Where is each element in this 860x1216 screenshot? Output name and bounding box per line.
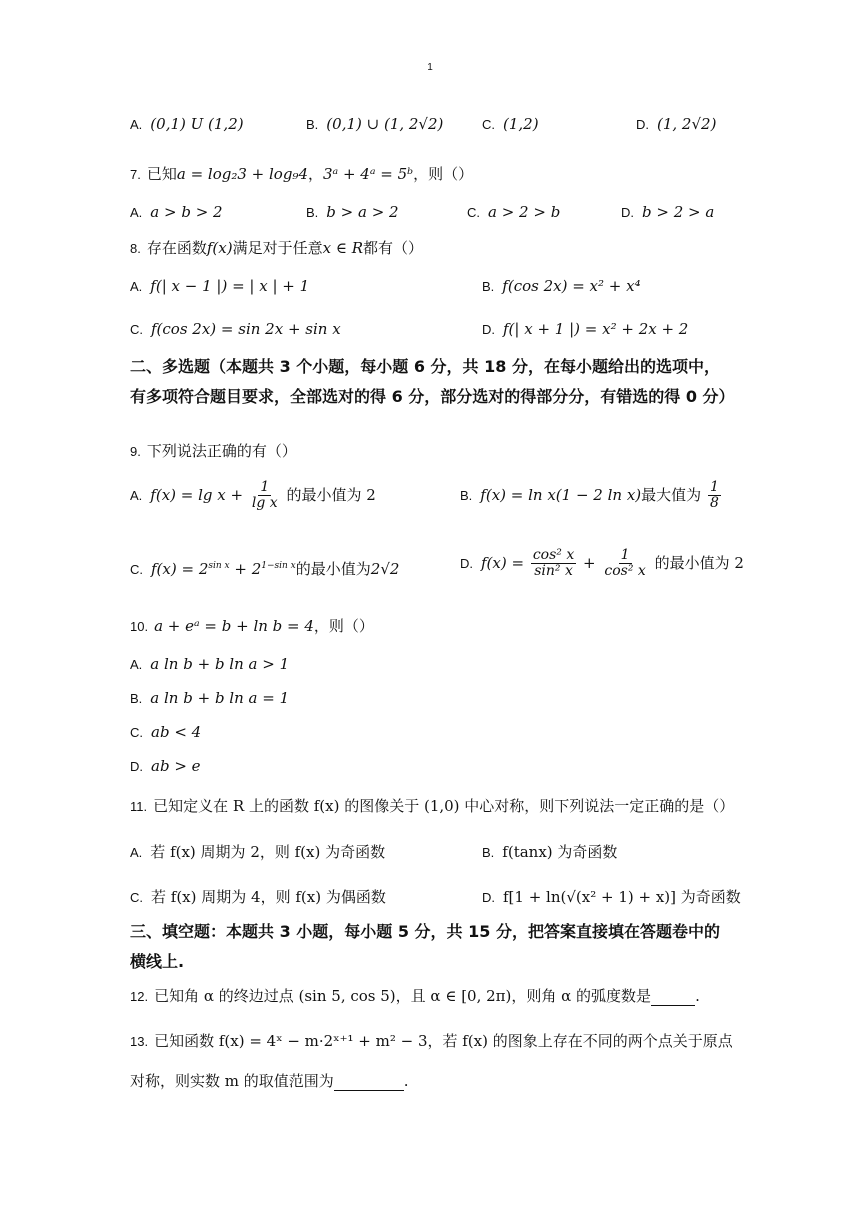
q10-option-b[interactable]: [130, 689, 289, 707]
option-label: B.: [482, 845, 495, 860]
q10-suffix: ，则（）: [313, 617, 374, 635]
q8-xr: x ∈ R: [322, 239, 363, 257]
option-label: D.: [460, 555, 473, 571]
fraction: [602, 548, 647, 580]
q8-option-d[interactable]: [482, 320, 688, 338]
answer-blank[interactable]: [334, 1072, 404, 1091]
option-text: (1,2): [503, 115, 539, 133]
option-text: ab > e: [151, 757, 201, 775]
option-label: B.: [460, 487, 473, 503]
option-text: f[1 + ln(√(x² + 1) + x)] 为奇函数: [503, 888, 741, 906]
q13-stem-continued: [130, 1070, 409, 1091]
option-suffix: 的最小值为 2: [654, 553, 744, 572]
q7-formula-2: 3ᵃ + 4ᵃ = 5ᵇ: [323, 165, 414, 183]
option-text: (0,1) U (1,2): [150, 115, 244, 133]
option-label: D.: [636, 117, 649, 132]
q9-stem: [130, 440, 297, 461]
exponent: 1−sin x: [261, 561, 296, 571]
fraction-denominator: sin² x: [534, 563, 573, 580]
option-label: C.: [130, 725, 143, 740]
option-label: D.: [482, 322, 495, 337]
option-text: 若 f(x) 周期为 4，则 f(x) 为偶函数: [151, 888, 386, 906]
q10-option-c[interactable]: [130, 723, 201, 741]
option-text: f(| x − 1 |) = | x | + 1: [150, 277, 310, 295]
q12-text: 已知角 α 的终边过点 (sin 5, cos 5)，且 α ∈ [0, 2π)，则角 α 的弧度数是: [154, 987, 652, 1005]
option-mid: 最大值为: [641, 485, 702, 504]
option-label: B.: [306, 117, 319, 132]
question-number: 11.: [130, 799, 148, 814]
q11-option-d[interactable]: [482, 886, 741, 907]
option-label: C.: [130, 890, 143, 905]
option-label: A.: [130, 657, 143, 672]
fraction: [531, 548, 576, 580]
option-text: ab < 4: [151, 723, 202, 741]
q11-stem: [130, 795, 734, 816]
option-formula: f(x) =: [481, 553, 525, 572]
option-label: A.: [130, 487, 143, 503]
q10-option-d[interactable]: [130, 757, 201, 775]
fraction-numerator: 1: [260, 479, 270, 495]
q8-option-a[interactable]: [130, 277, 309, 295]
q13-text-2: 对称，则实数 m 的取值范围为: [130, 1072, 334, 1090]
question-number: 12.: [130, 989, 149, 1004]
q12-stem: [130, 985, 700, 1006]
q7-option-c[interactable]: [467, 203, 560, 221]
q7-stem: [130, 163, 473, 184]
q13-stem: [130, 1030, 733, 1051]
option-label: A.: [130, 205, 143, 220]
question-number: 13.: [130, 1034, 149, 1049]
q13-text: 已知函数 f(x) = 4ˣ − m·2ˣ⁺¹ + m² − 3，若 f(x) 的图象上存在不同的两个点关于原点: [154, 1032, 733, 1050]
q7-option-b[interactable]: [306, 203, 399, 221]
option-text: a > b > 2: [150, 203, 223, 221]
question-number: 9.: [130, 444, 141, 459]
question-number: 7.: [130, 167, 141, 182]
q11-option-a[interactable]: [130, 841, 385, 862]
answer-blank[interactable]: [651, 987, 695, 1006]
option-text: a ln b + b ln a > 1: [150, 655, 290, 673]
q8-option-c[interactable]: [130, 320, 341, 338]
q10-option-a[interactable]: [130, 655, 289, 673]
section-2-heading: 二、多选题（本题共 3 个小题，每小题 6 分，共 18 分，在每小题给出的选项中，有多项符合题目要求，全部选对的得 6 分，部分选对的得部分分，有错选的得 0 分）: [130, 357, 735, 406]
option-label: A.: [130, 117, 143, 132]
option-formula-mid: + 2: [229, 560, 262, 578]
q9-stem-text: 下列说法正确的有（）: [146, 442, 297, 460]
question-number: 10.: [130, 619, 149, 634]
option-label: A.: [130, 845, 143, 860]
q9-option-d[interactable]: [460, 548, 744, 580]
option-label: A.: [130, 279, 143, 294]
option-suffix: 的最小值为: [295, 560, 371, 578]
page-number: 1: [427, 62, 433, 73]
section-3-heading: 三、填空题：本题共 3 小题，每小题 5 分，共 15 分，把答案直接填在答题卷中的横线上.: [130, 922, 720, 971]
option-label: B.: [130, 691, 143, 706]
q8-fx: f(x): [206, 239, 233, 257]
option-text: b > 2 > a: [642, 203, 715, 221]
exponent: sin x: [208, 561, 230, 571]
q13-end: .: [403, 1072, 409, 1090]
q9-option-c[interactable]: [130, 558, 399, 579]
option-label: B.: [306, 205, 319, 220]
option-label: D.: [130, 759, 143, 774]
q7-sep: ，: [308, 165, 324, 183]
option-label: C.: [130, 322, 143, 337]
option-label: D.: [482, 890, 495, 905]
option-text: 若 f(x) 周期为 2，则 f(x) 为奇函数: [150, 843, 386, 861]
q10-formula: a + eᵃ = b + ln b = 4: [154, 617, 314, 635]
option-suffix: 的最小值为 2: [286, 485, 376, 504]
fraction-denominator: cos² x: [604, 563, 646, 580]
question-number: 8.: [130, 241, 141, 256]
q8-stem-b: 满足对于任意: [232, 239, 323, 257]
option-text: f(cos 2x) = sin 2x + sin x: [151, 320, 341, 338]
option-text: f(| x + 1 |) = x² + 2x + 2: [503, 320, 689, 338]
q11-option-b[interactable]: [482, 841, 617, 862]
option-text: (1, 2√2): [657, 115, 717, 133]
q6-option-c[interactable]: [482, 115, 539, 133]
option-label: D.: [621, 205, 634, 220]
q11-stem-text: 已知定义在 R 上的函数 f(x) 的图像关于 (1,0) 中心对称，则下列说法一定正确的是（）: [153, 797, 735, 815]
q7-formula-1: a = log₂3 + log₉4: [176, 165, 308, 183]
q12-end: .: [695, 987, 700, 1005]
option-value: 2√2: [370, 560, 400, 578]
fraction: [708, 480, 721, 512]
q7-prefix: 已知: [146, 165, 177, 183]
option-text: a ln b + b ln a = 1: [150, 689, 290, 707]
q8-stem-a: 存在函数: [146, 239, 207, 257]
option-label: C.: [482, 117, 495, 132]
option-text: f(cos 2x) = x² + x⁴: [502, 277, 641, 295]
q8-stem-c: 都有（）: [363, 239, 424, 257]
q7-option-a[interactable]: [130, 203, 223, 221]
fraction-denominator: lg x: [251, 495, 278, 512]
q9-option-b[interactable]: [460, 480, 723, 512]
option-label: C.: [467, 205, 480, 220]
fraction-numerator: 1: [620, 547, 630, 563]
option-formula: f(x) = ln x(1 − 2 ln x): [480, 485, 642, 504]
option-label: C.: [130, 562, 143, 577]
q8-option-b[interactable]: [482, 277, 641, 295]
fraction-numerator: 1: [709, 479, 719, 495]
q6-option-d[interactable]: [636, 115, 716, 133]
q7-suffix: ，则（）: [413, 165, 474, 183]
option-text: f(tanx) 为奇函数: [502, 843, 618, 861]
fraction-numerator: cos² x: [532, 547, 575, 563]
q6-option-b[interactable]: [306, 115, 443, 133]
q8-stem: [130, 237, 423, 258]
option-formula: f(x) = 2: [151, 560, 209, 578]
option-label: B.: [482, 279, 495, 294]
q7-option-d[interactable]: [621, 203, 714, 221]
q6-option-a[interactable]: [130, 115, 244, 133]
q9-option-a[interactable]: [130, 480, 376, 512]
fraction-denominator: 8: [709, 495, 719, 512]
option-formula: f(x) = lg x +: [150, 485, 244, 504]
option-text: b > a > 2: [326, 203, 399, 221]
q10-stem: [130, 615, 374, 636]
option-text: a > 2 > b: [488, 203, 561, 221]
plus-sign: +: [583, 553, 596, 572]
q11-option-c[interactable]: [130, 886, 386, 907]
fraction: [250, 480, 280, 512]
option-text: (0,1) ∪ (1, 2√2): [326, 115, 444, 133]
